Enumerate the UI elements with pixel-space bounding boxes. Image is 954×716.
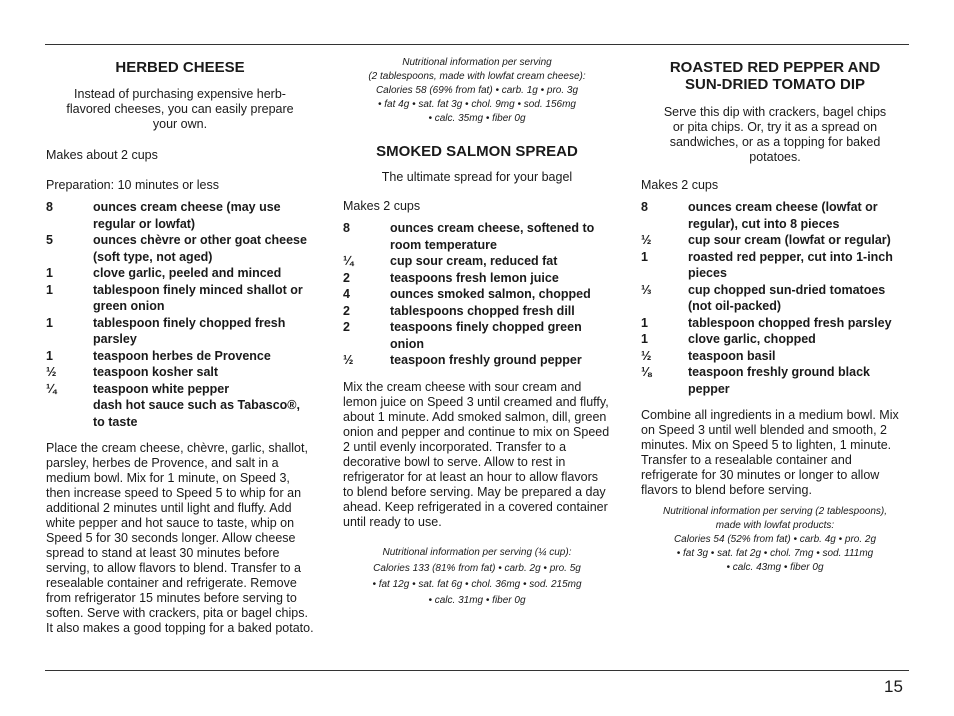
recipe-title [641, 59, 909, 93]
ingredient-text: teaspoons finely chopped green onion [390, 320, 582, 351]
ingredient-list [343, 220, 611, 369]
ingredient-text: dash hot sauce such as Tabasco®, to taste [93, 398, 300, 429]
ingredient-qty: 5 [46, 233, 53, 247]
ingredient-list [641, 199, 909, 397]
ingredient-qty: ¼ [46, 381, 57, 396]
recipe-directions: Combine all ingredients in a medium bowl. Mix on Speed 3 until well blended and smooth, 2 minutes. Mix on Speed 5 to lighten, 1 minute. Transfer to a resealable container and refrigerate for 30 minutes or longer to allow flavors to blend before serving. [641, 408, 899, 497]
ingredient-item [343, 270, 611, 287]
ingredient-text: tablespoons chopped fresh dill [390, 303, 575, 318]
bottom-rule [45, 670, 909, 671]
herbed-cheese-nutrition [343, 56, 611, 126]
ingredient-item [641, 331, 909, 348]
recipe-yield: Makes about 2 cups [46, 148, 158, 162]
ingredient-text: teaspoons fresh lemon juice [390, 270, 559, 285]
recipe-directions: Place the cream cheese, chèvre, garlic, shallot, parsley, herbes de Provence, and salt in a medium bowl. Mix for 1 minute, on Speed 3, then increase speed to Speed 5 to whip for an additional 2 minutes until light and fluffy. Add white pepper and hot sauce to taste, whip on Speed 5 for 30 seconds longer. Allow cheese spread to stand at least 30 minutes before serving, to allow flavors to blend. Transfer to a resealable container and refrigerate. Remove from refrigerator 15 minutes before serving to soften. Serve with crackers, pita or bagel chips. It also makes a good topping for a baked potato. [46, 441, 314, 635]
ingredient-text: tablespoon finely chopped fresh parsley [93, 315, 286, 346]
ingredient-text: teaspoon white pepper [93, 381, 230, 396]
nutrition-line: Calories 54 (52% from fat) • carb. 4g • pro. 2g [673, 534, 877, 545]
ingredient-qty: ½ [46, 365, 57, 379]
ingredient-qty: 1 [46, 315, 53, 330]
ingredient-qty: 2 [343, 320, 350, 334]
nutrition-line: made with lowfat products: [715, 520, 835, 531]
recipe-intro: Instead of purchasing expensive herb-flavored cheeses, you can easily prepare your own. [66, 87, 294, 131]
recipe-yield: Makes 2 cups [343, 199, 421, 213]
ingredient-item [641, 364, 909, 397]
red-pepper-dip-nutrition [641, 505, 909, 575]
ingredient-qty: 1 [641, 315, 648, 330]
ingredient-qty: ½ [641, 233, 652, 247]
ingredient-item [46, 282, 314, 315]
red-pepper-dip-recipe [641, 56, 909, 575]
ingredient-item [46, 199, 314, 232]
nutrition-line: • calc. 43mg • fiber 0g [726, 562, 824, 573]
ingredient-item [343, 303, 611, 320]
ingredient-text: teaspoon basil [688, 348, 776, 363]
ingredient-item [343, 253, 611, 270]
nutrition-line: Nutritional information per serving (¼ cup): [382, 546, 572, 558]
ingredient-text: clove garlic, chopped [688, 332, 816, 346]
ingredient-item [343, 319, 611, 352]
ingredient-text: teaspoon kosher salt [93, 365, 219, 379]
ingredient-text: ounces cream cheese, softened to room temperature [390, 221, 595, 252]
ingredient-qty: 1 [46, 348, 53, 363]
nutrition-line: Calories 133 (81% from fat) • carb. 2g • pro. 5g [373, 562, 581, 574]
nutrition-line: • fat 4g • sat. fat 3g • chol. 9mg • sod. 156mg [378, 99, 576, 110]
ingredient-item [641, 282, 909, 315]
ingredient-text: tablespoon chopped fresh parsley [688, 315, 892, 330]
ingredient-qty [46, 397, 93, 430]
ingredient-qty: ¼ [343, 254, 354, 268]
nutrition-line: Nutritional information per serving (2 tablespoons), [663, 506, 887, 517]
nutrition-line: • fat 12g • sat. fat 6g • chol. 36mg • sod. 215mg [372, 578, 582, 590]
ingredient-item [46, 397, 314, 430]
ingredient-qty: 1 [46, 266, 53, 280]
ingredient-text: cup sour cream, reduced fat [390, 254, 558, 268]
nutrition-line: • calc. 31mg • fiber 0g [428, 594, 526, 606]
ingredient-item [641, 249, 909, 282]
nutrition-line: Nutritional information per serving [402, 57, 552, 68]
smoked-salmon-column [343, 56, 611, 608]
ingredient-item [343, 286, 611, 303]
ingredient-qty: 1 [641, 332, 648, 346]
ingredient-text: cup chopped sun-dried tomatoes (not oil-packed) [688, 282, 886, 313]
recipe-yield: Makes 2 cups [641, 178, 719, 192]
smoked-salmon-nutrition [343, 546, 611, 608]
ingredient-qty: 1 [641, 249, 648, 264]
ingredient-qty: ⅛ [641, 365, 652, 379]
ingredient-item [343, 220, 611, 253]
ingredient-qty: 8 [46, 200, 53, 214]
nutrition-line: (2 tablespoons, made with lowfat cream cheese): [368, 71, 586, 82]
ingredient-item [46, 348, 314, 365]
ingredient-text: teaspoon herbes de Provence [93, 348, 271, 363]
ingredient-qty: 1 [46, 282, 53, 297]
recipe-prep-time: Preparation: 10 minutes or less [46, 178, 220, 192]
ingredient-item [641, 348, 909, 365]
ingredient-item [46, 381, 314, 398]
recipe-title-line: SUN-DRIED TOMATO DIP [684, 76, 865, 93]
ingredient-text: tablespoon finely minced shallot or green onion [93, 282, 303, 313]
ingredient-qty: 4 [343, 287, 350, 301]
ingredient-item [46, 315, 314, 348]
ingredient-qty: 8 [343, 221, 350, 235]
ingredient-text: clove garlic, peeled and minced [93, 266, 282, 280]
ingredient-text: ounces cream cheese (lowfat or regular), cut into 8 pieces [688, 200, 878, 231]
nutrition-line: • fat 3g • sat. fat 2g • chol. 7mg • sod. 111mg [676, 548, 874, 559]
ingredient-item [641, 232, 909, 249]
ingredient-list [46, 199, 314, 430]
ingredient-item [641, 199, 909, 232]
recipe-title: SMOKED SALMON SPREAD [376, 143, 578, 160]
top-rule [45, 44, 909, 45]
ingredient-qty: ½ [343, 353, 354, 367]
ingredient-item [641, 315, 909, 332]
recipe-title: HERBED CHEESE [115, 59, 245, 76]
ingredient-item [46, 265, 314, 282]
recipe-intro: Serve this dip with crackers, bagel chips or pita chips. Or, try it as a spread on sandwiches, or as a topping for baked potatoes. [663, 105, 887, 164]
nutrition-line: • calc. 35mg • fiber 0g [428, 113, 526, 124]
ingredient-text: cup sour cream (lowfat or regular) [688, 233, 891, 247]
recipe-title-line: ROASTED RED PEPPER AND [669, 59, 881, 76]
ingredient-qty: ⅓ [641, 282, 652, 297]
ingredient-qty: 8 [641, 200, 648, 214]
ingredient-qty: 2 [343, 270, 350, 285]
ingredient-qty: 2 [343, 303, 350, 318]
nutrition-line: Calories 58 (69% from fat) • carb. 1g • pro. 3g [375, 85, 579, 96]
ingredient-qty: ½ [641, 348, 652, 363]
page-number: 15 [884, 677, 903, 696]
herbed-cheese-recipe [46, 56, 314, 636]
ingredient-text: ounces cream cheese (may use regular or lowfat) [93, 200, 281, 231]
ingredient-text: ounces smoked salmon, chopped [390, 287, 591, 301]
ingredient-item [46, 232, 314, 265]
ingredient-text: ounces chèvre or other goat cheese (soft type, not aged) [93, 233, 307, 264]
recipe-directions: Mix the cream cheese with sour cream and lemon juice on Speed 3 until creamed and fluffy, about 1 minute. Add smoked salmon, dill, green onion and pepper and continue to mix on Speed 2 until evenly incorporated. Transfer to a decorative bowl to serve. Allow to rest in refrigerator for at least an hour to allow flavors to blend before serving. May be prepared a day ahead. Keep refrigerated in a covered container until ready to use. [343, 379, 610, 529]
ingredient-text: teaspoon freshly ground pepper [390, 353, 582, 367]
ingredient-item [343, 352, 611, 369]
recipe-intro: The ultimate spread for your bagel [381, 170, 573, 184]
ingredient-item [46, 364, 314, 381]
ingredient-text: teaspoon freshly ground black pepper [688, 365, 870, 396]
ingredient-text: roasted red pepper, cut into 1-inch pieces [688, 249, 893, 280]
